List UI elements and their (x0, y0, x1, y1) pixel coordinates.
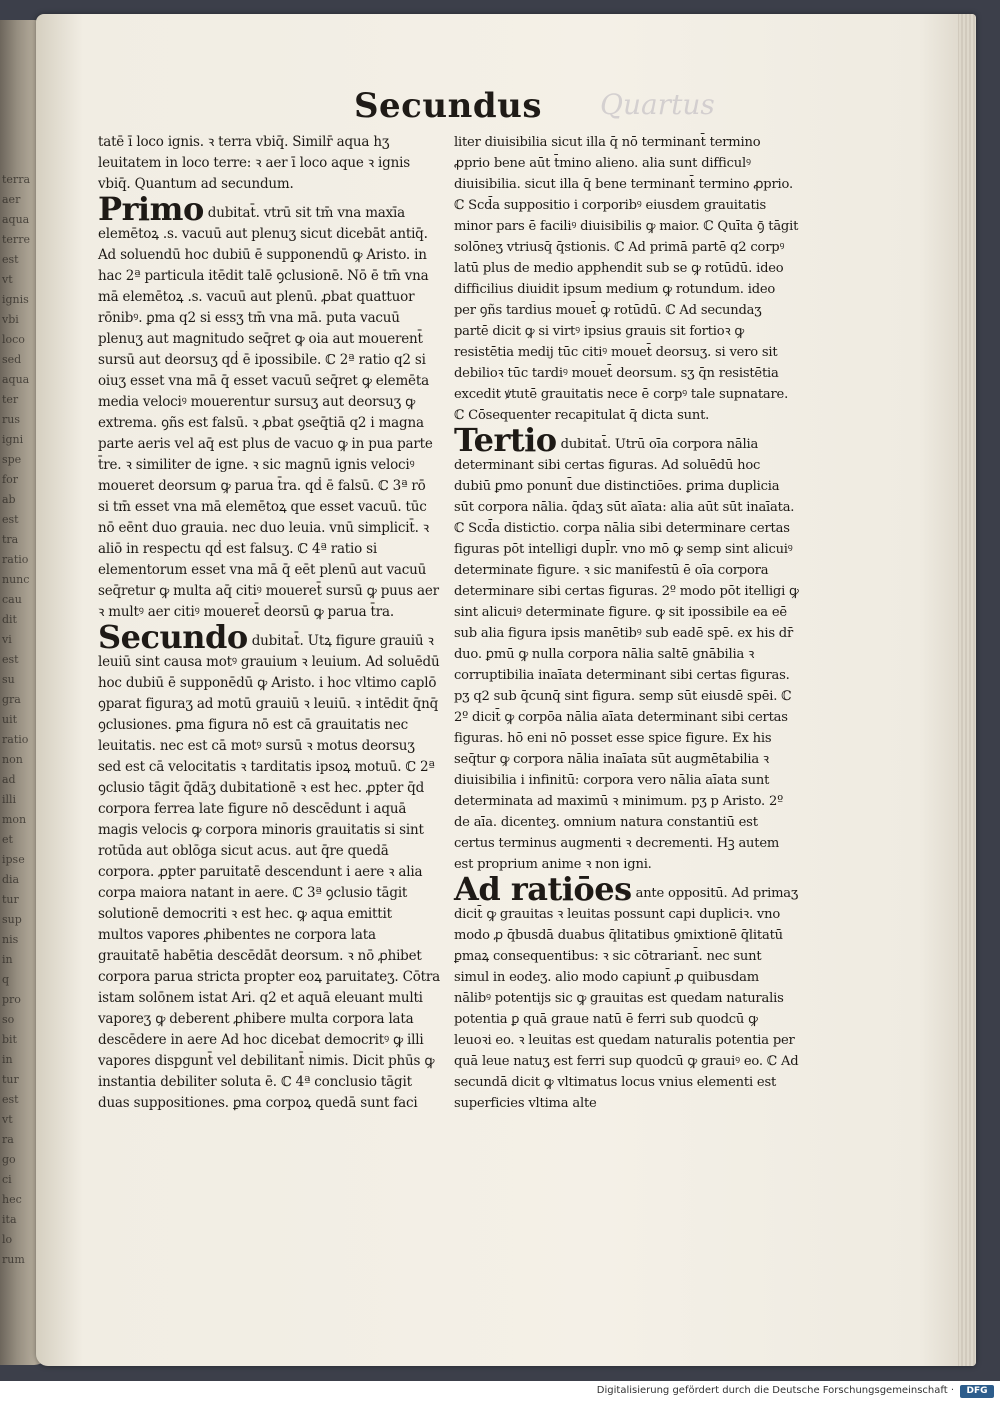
facing-page-word: for (2, 473, 18, 486)
facing-page-word: sup (2, 913, 22, 926)
facing-page-word: q (2, 973, 10, 986)
paragraph-text: dubitat̄. Utrū oīa corpora nālia determinant sibi certas figuras. Ad soluēdū hoc dubiū ꝑmo ponunt̄ due distinctiōes. ꝑrima duplicia sūt corpora nālia. q̄daʒ sūt aīata: alia aūt sūt inaīata. ℂ Scd̄a distictio. corpa nālia sibi determinare certas figuras pōt intelligi dupl̄r. vno mō ꝙ semp sint alicuiꝰ determinate figure. ꝛ sic manifestū ē oīa corpora determinare sibi certas figuras. 2º modo pōt itelligi ꝙ sint alicuiꝰ determinate figure. ꝙ sit ipossibile ea eē sub alia figura ipsis manētibꝰ sub eadē spē. ex his dr̄ duo. ꝑmū ꝙ nulla corpora nālia saltē gnābilia ꝛ corruptibilia inaīata determinant sibi certas figuras. pʒ q2 sub q̄cunq̄ sint figura. semp sūt eiusdē spēi. ℂ 2º dicit̄ ꝙ corpōa nālia aīata determinant sibi certas figuras. hō eni nō posset esse spice figure. Ex his seq̄tur ꝙ corpora nālia inaīata sūt augmētabilia ꝛ diuisibilia i infinitū: corpora vero nālia aīata sunt determinata ad maximū ꝛ minimum. pʒ p Aristo. 2º de aīa. dicenteʒ. omnium natura constantiū est certus terminus augmenti ꝛ decrementi. Hꝫ autem est proprium anime ꝛ non igni. (454, 437, 799, 872)
page-fore-edge (958, 14, 976, 1366)
facing-page-word: aqua (2, 373, 30, 386)
facing-page-word: nis (2, 933, 19, 946)
facing-page-word: tur (2, 893, 19, 906)
facing-page-word: rus (2, 413, 20, 426)
paragraph (454, 132, 799, 426)
facing-page-word: sed (2, 353, 22, 366)
facing-page-word: ter (2, 393, 19, 406)
paragraph-text: ante oppositū. Ad primaʒ dicit̄ ꝙ grauitas ꝛ leuitas possunt capi dupliciꝛ. vno modo ꝓ q̄busdā duabus q̄litatibus ꝯmixtionē q̄litatū ꝑmaꝝ consequentibus: ꝛ sic cōtrariant̄. nec sunt simul in eodeʒ. alio modo capiunt̄ ꝓ quibusdam nālibꝰ potentijs sic ꝙ grauitas est quedam naturalis potentia ꝑ quā graue natū ē ferri sub quodcū ꝙ leuoꝛi eo. ꝛ leuitas est quedam naturalis potentia per quā leue natuʒ est ferri sup quodcū ꝙ grauiꝰ eo. ℂ Ad secundā dicit ꝙ vltimatus locus vnius elementi est superficies vltima alte (454, 886, 799, 1111)
facing-page-word: ab (2, 493, 16, 506)
facing-page-word: ad (2, 773, 16, 786)
column-left (98, 132, 440, 1132)
paragraph-text: liter diuisibilia sicut illa q̄ nō terminant̄ termino ꝓprio bene aūt t̄mino alieno. alia sunt difficulꝰ diuisibilia. sicut illa q̄ bene terminant̄ termino ꝓprio. ℂ Scd̄a suppositio i corporibꝰ eiusdem grauitatis minor pars ē faciliꝰ diuisibilis ꝙ maior. ℂ Quīta ꝯ̄ tāgit solōneʒ vtriusq̄ q̄stionis. ℂ Ad primā partē q2 corpꝰ latū plus de medio apphendit sub se ꝙ rotūdū. ideo difficilius diuidit ipsum medium ꝙ rotundum. ideo per ꝯñs tardius mouet̄ ꝙ rotūdū. ℂ Ad secundaʒ partē dicit ꝙ si virtꝰ ipsius grauis sit fortioꝛ ꝙ resistētia medij tūc citiꝰ mouet̄ deorsuʒ. si vero sit debilioꝛ tūc tardiꝰ mouet̄ deorsum. sʒ q̄n resistētia excedit ꝟtutē grauitatis nece ē corpꝰ tale supnatare. ℂ Cōsequenter recapitulat q̄ dicta sunt. (454, 135, 799, 423)
facing-page-word: in (2, 953, 13, 966)
funding-note: Digitalisierung gefördert durch die Deutsche Forschungsgemeinschaft · (596, 1385, 954, 1396)
facing-page-word: igni (2, 433, 24, 446)
facing-page-word: terre (2, 233, 30, 246)
facing-page-word: so (2, 1013, 15, 1026)
facing-page-word: est (2, 253, 19, 266)
running-head: Secundus (354, 86, 542, 126)
section-initial: Primo (98, 190, 204, 228)
facing-page-word: et (2, 833, 13, 846)
bleed-through-heading: Quartus (600, 88, 715, 121)
facing-page-word: terra (2, 173, 31, 186)
facing-page-word: ipse (2, 853, 25, 866)
facing-page-word: est (2, 513, 19, 526)
facing-page-word: vt (2, 273, 13, 286)
facing-page-word: vi (2, 633, 12, 646)
facing-page-word: dit (2, 613, 17, 626)
facing-page-word: ignis (2, 293, 29, 306)
facing-page-word: tra (2, 533, 19, 546)
facing-page-word: uit (2, 713, 18, 726)
facing-page-word: in (2, 1053, 13, 1066)
paragraph (98, 618, 440, 1114)
facing-page-word: mon (2, 813, 27, 826)
paragraph-text: dubitat̄. vtrū sit tm̄ vna maxīa elemētoꝝ .s. vacuū aut plenuʒ sicut dicebāt antiq̄. Ad soluendū hoc dubiū ē supponendū ꝙ Aristo. in hac 2ª particula itēdit talē ꝯclusionē. Nō ē tm̄ vna mā elemētoꝝ .s. vacuū aut plenū. ꝓbat quattuor rōnibꝰ. ꝑma q2 si essʒ tm̄ vna mā. puta vacuū plenuʒ aut magnitudo seq̄ret ꝙ oia aut mouerent̄ sursū aut deorsuʒ qḋ ē ipossibile. ℂ 2ª ratio q2 si oiuʒ esset vna mā q̄ esset vacuū seq̄ret ꝙ elemēta media velociꝰ mouerentur sursuʒ aut deorsuʒ ꝙ extrema. ꝯñs est falsū. ꝛ ꝓbat ꝯseq̄tiā q2 i magna parte aeris vel aq̄ est plus de vacuo ꝙ in pua parte t̄re. ꝛ similiter de igne. ꝛ sic magnū ignis velociꝰ moueret deorsum ꝙ parua t̄ra. qḋ ē falsū. ℂ 3ª rō si tm̄ esset vna mā elemētoꝝ que esset vacuū. tūc nō eēnt duo grauia. nec duo leuia. vnū simplicit̄. ꝛ aliō in respectu qḋ est falsuʒ. ℂ 4ª ratio si elementorum esset vna mā q̄ eēt plenū aut vacuū seq̄retur ꝙ multa aq̄ citiꝰ moueret̄ sursū ꝙ puus aer ꝛ multꝰ aer citiꝰ moueret̄ deorsū ꝙ parua t̄ra. (98, 205, 439, 620)
paragraph (98, 132, 440, 195)
facing-page-word: est (2, 653, 19, 666)
facing-page-word: gra (2, 693, 21, 706)
facing-page-word: spe (2, 453, 22, 466)
facing-page-word: dia (2, 873, 20, 886)
footer-bar (0, 1381, 1000, 1403)
facing-page-word: loco (2, 333, 25, 346)
facing-page-word: non (2, 753, 23, 766)
paragraph-text: dubitat̄. Utꝝ figure grauiū ꝛ leuiū sint causa motꝰ grauium ꝛ leuium. Ad soluēdū hoc dubiū ē supponēdū ꝙ Aristo. i hoc vltimo caplō ꝯparat figuraʒ ad motū grauiū ꝛ leuiū. ꝛ intēdit q̄nq̄ ꝯclusiones. ꝑma figura nō est cā grauitatis nec leuitatis. nec est cā motꝰ sursū ꝛ motus deorsuʒ sed est cā velocitatis ꝛ tarditatis ipsoꝝ motuū. ℂ 2ª ꝯclusio tāgit q̄dāʒ dubitationē ꝛ est hec. ꝓpter q̄d corpora ferrea late figure nō descēdunt i aquā magis velocis ꝙ corpora minoris grauitatis si sint rotūda aut oblōga sicut acus. aut q̄re quedā corpora. ꝓpter paruitatē descendunt i aere ꝛ alia corpa maiora natant in aere. ℂ 3ª ꝯclusio tāgit solutionē democriti ꝛ est hec. ꝙ aqua emittit multos vapores ꝓhibentes ne corpora lata grauitatē habētia descēdāt deorsum. ꝛ nō ꝓhibet corpora parua stricta propter eoꝝ paruitateʒ. Cōtra istam solōnem istat Ari. q2 et aquā eleuant multi vaporeʒ ꝙ deberent ꝓhibere multa corpora lata descēdere in aere Ad hoc dicebat democritꝰ ꝙ illi vapores dispgunt̄ vel debilitant̄ nimis. Dicit phūs ꝙ instantia debiliter soluta ē. ℂ 4ª conclusio tāgit duas suppositiones. ꝑma corpoꝝ quedā sunt faci (98, 633, 440, 1111)
facing-page-word: illi (2, 793, 17, 806)
facing-page-word: cau (2, 593, 22, 606)
facing-page-word: ra (2, 1133, 14, 1146)
facing-page-word: ita (2, 1213, 17, 1226)
facing-page-word: rum (2, 1253, 25, 1266)
facing-page-word: pro (2, 993, 21, 1006)
paragraph-text: tatē ī loco ignis. ꝛ terra vbiq̄. Similr̄ aqua hʒ leuitatem in loco terre: ꝛ aer ī loco aque ꝛ ignis vbiq̄. Quantum ad secundum. (98, 134, 410, 192)
section-initial: Ad ratiōes (454, 870, 632, 908)
paragraph (454, 870, 799, 1114)
facing-page-word: su (2, 673, 15, 686)
section-initial: Tertio (454, 421, 557, 459)
paragraph (454, 421, 799, 875)
facing-page-word: go (2, 1153, 16, 1166)
facing-page-word: ci (2, 1173, 12, 1186)
facing-page-word: aer (2, 193, 21, 206)
facing-page-word: aqua (2, 213, 30, 226)
paragraph (98, 190, 440, 623)
facing-page-word: nunc (2, 573, 30, 586)
column-right (454, 132, 799, 1132)
facing-page-word: bit (2, 1033, 17, 1046)
facing-page-word: vbi (2, 313, 19, 326)
facing-page-word: tur (2, 1073, 19, 1086)
facing-page-word: ratio (2, 553, 29, 566)
facing-page-word: hec (2, 1193, 22, 1206)
facing-page-word: lo (2, 1233, 13, 1246)
facing-page-word: vt (2, 1113, 13, 1126)
facing-page-word: est (2, 1093, 19, 1106)
section-initial: Secundo (98, 618, 248, 656)
dfg-logo[interactable]: DFG (960, 1385, 994, 1398)
facing-page-word: ratio (2, 733, 29, 746)
